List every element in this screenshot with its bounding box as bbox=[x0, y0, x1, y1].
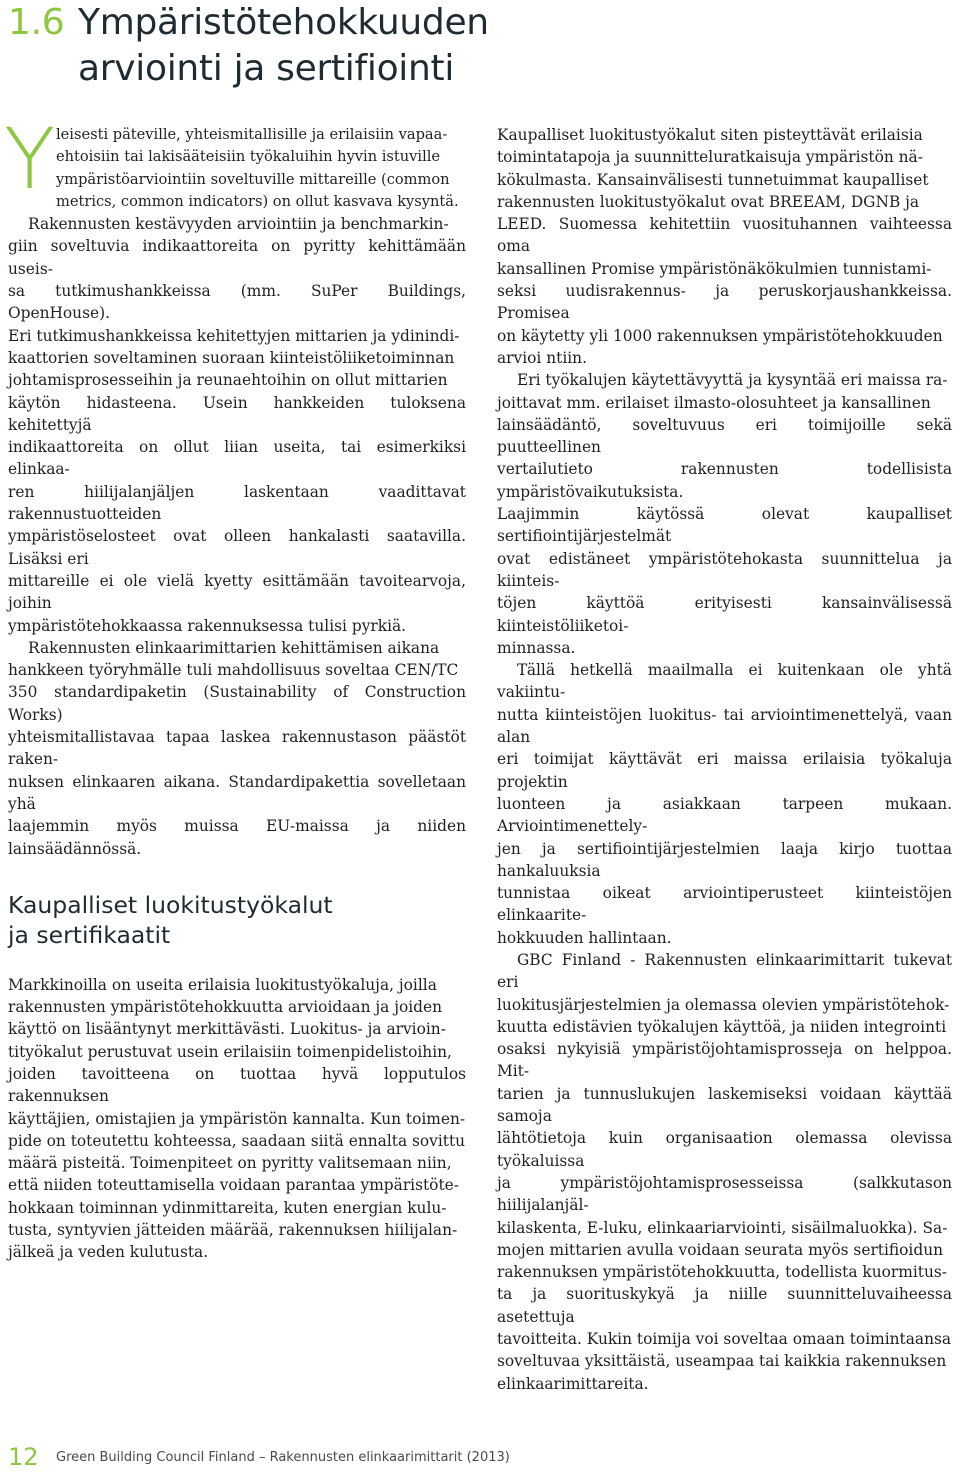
right-column bbox=[497, 124, 952, 1395]
paragraph: Eri työkalujen käytettävyyttä ja kysyntää eri maissa ra- joittavat mm. erilaiset ilmasto-olosuhteet ja kansallinen lainsäädäntö, soveltuvuus eri toimijoille sekä puutteellinen vertailutieto rakennusten todellisista ympäristövaikutuksista. Laajimmin käytössä olevat kaupalliset sertifiointijärjestelmät ovat edistäneet ympäristötehokasta suunnittelua ja kiinteis- töjen käyttöä erityisesti kansainvälisessä kiinteistöliiketoi- minnassa. bbox=[497, 371, 952, 657]
paragraph: Rakennusten elinkaarimittarien kehittämisen aikana hankkeen työryhmälle tuli mahdollisuus soveltaa CEN/TC 350 standardipaketin (Sustainability of Construction Works) yhteismitallistavaa tapaa laskea rakennustason päästöt raken- nuksen elinkaaren aikana. Standardipakettia sovelletaan yhä laajemmin myös muissa EU-maissa ja niiden lainsäädännössä. bbox=[8, 638, 466, 858]
drop-cap: Y bbox=[4, 110, 56, 208]
paragraph: GBC Finland - Rakennusten elinkaarimittarit tukevat eri luokitusjärjestelmien ja olemassa olevien ympäristötehok- kuutta edistävien työkalujen käyttöä, ja niiden integrointi osaksi nykyisiä ympäristöjohtamisprosseja on helppoa. Mit- tarien ja tunnuslukujen laskemiseksi voidaan käyttää samoja lähtötietoja kuin organisaation olemassa olevissa työkaluissa ja ympäristöjohtamisprosesseissa (salkkutason hiilijalanjäl- kilaskenta, E-luku, elinkaariarviointi, sisäilmaluokka). Sa- mojen mittarien avulla voidaan seurata myös sertifioidun rakennuksen ympäristötehokkuutta, todellista kuormitus- ta ja suorituskykyä ja niille suunnitteluvaiheessa asetettuja tavoitteita. Kukin toimija voi soveltaa omaan toimintaansa soveltuvaa yksittäistä, useampaa tai kaikkia rakennuksen elinkaarimittareita. bbox=[497, 950, 952, 1393]
intro-paragraph: leisesti päteville, yhteismitallisille ja erilaisiin vapaa- ehtoisiin tai lakisääteisiin työkaluihin hyvin istuville ympäristöarviointiin soveltuville mittareille (common metrics, common indicators) on ollut kasvava kysyntä. bbox=[56, 126, 459, 210]
paragraph: Markkinoilla on useita erilaisia luokitustyökaluja, joilla rakennusten ympäristötehokkuutta arvioidaan ja joiden käyttö on lisääntynyt merkittävästi. Luokitus- ja arvioin- tityökalut perustuvat usein erilaisiin toimenpidelistoihin, joiden tavoitteena on tuottaa hyvä lopputulos rakennuksen käyttäjien, omistajien ja ympäristön kannalta. Kun toimen- pide on toteutettu kohteessa, saadaan siitä ennalta sovittu määrä pisteitä. Toimenpiteet on pyritty valitsemaan niin, että niiden toteuttamisella voidaan parantaa ympäristöte- hokkaan toiminnan ydinmittareita, kuten energian kulu- tusta, syntyvien jätteiden määrää, rakennuksen hiilijalan- jälkeä ja veden kulutusta. bbox=[8, 975, 466, 1262]
title-line-2: arviointi ja sertifiointi bbox=[78, 48, 455, 89]
section-number: 1.6 bbox=[8, 2, 65, 43]
page-title bbox=[8, 0, 489, 92]
paragraph: Kaupalliset luokitustyökalut siten pisteyttävät erilaisia toimintatapoja ja suunnitteluratkaisuja ympäristön nä- kökulmasta. Kansainvälisesti tunnetuimmat kaupalliset rakennusten luokitustyökalut ovat BREEAM, DGNB ja LEED. Suomessa kehitettiin vuosituhannen vaihteessa oma kansallinen Promise ympäristönäkökulmien tunnistami- seksi uudisrakennus- ja peruskorjaushankkeissa. Promisea on käytetty yli 1000 rakennuksen ympäristötehokkuuden arvioi ntiin. bbox=[497, 126, 952, 367]
paragraph: Tällä hetkellä maailmalla ei kuitenkaan ole yhtä vakiintu- nutta kiinteistöjen luokitus- tai arviointimenettelyä, vaan alan eri toimijat käyttävät eri maissa erilaisia työkaluja projektin luonteen ja asiakkaan tarpeen mukaan. Arviointimenettely- jen ja sertifiointijärjestelmien laaja kirjo tuottaa hankaluuksia tunnistaa oikeat arviointiperusteet kiinteistöjen elinkaarite- hokkuuden hallintaan. bbox=[497, 661, 952, 947]
title-line-1: Ympäristötehokkuuden bbox=[78, 2, 489, 43]
page-number: 12 bbox=[8, 1443, 39, 1471]
left-column bbox=[4, 110, 466, 1264]
intro-block bbox=[4, 110, 466, 213]
paragraph: Rakennusten kestävyyden arviointiin ja benchmarkin- giin soveltuvia indikaattoreita on pyritty kehittämään useis- sa tutkimushankkeissa (mm. SuPer Buildings, OpenHouse). Eri tutkimushankkeissa kehitettyjen mittarien ja ydinindi- kaattorien soveltaminen suoraan kiinteistöliiketoiminnan johtamisprosesseihin ja reunaehtoihin on ollut mittarien käytön hidasteena. Usein hankkeiden tuloksena kehitettyjä indikaattoreita on ollut liian useita, tai esimerkiksi elinkaa- ren hiilijalanjäljen laskentaan vaadittavat rakennustuotteiden ympäristöselosteet ovat olleen hankalasti saatavilla. Lisäksi eri mittareille ei ole vielä kyetty esittämään tavoitearvoja, joihin ympäristötehokkaassa rakennuksessa tulisi pyrkiä. bbox=[8, 215, 466, 635]
section-subheading: Kaupalliset luokitustyökalut ja sertifikaatit bbox=[8, 890, 333, 949]
footer-text: Green Building Council Finland – Rakennusten elinkaarimittarit (2013) bbox=[56, 1450, 510, 1465]
